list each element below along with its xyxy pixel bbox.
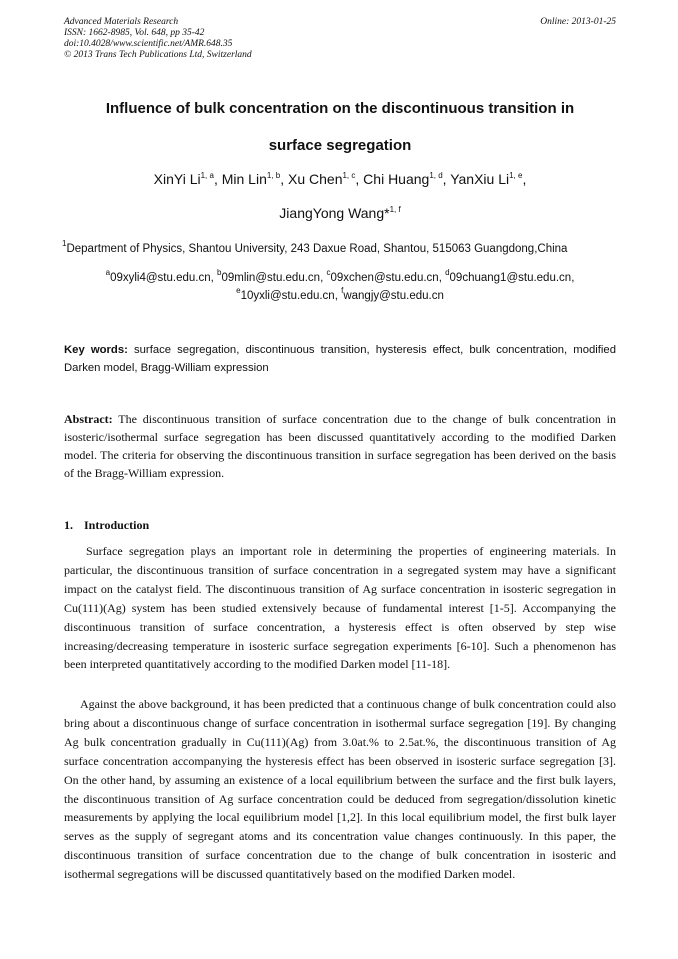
separator: ,	[334, 290, 342, 302]
email-address[interactable]: 10yxli@stu.edu.cn	[240, 290, 335, 302]
author-name: Min Lin	[221, 171, 267, 187]
doi[interactable]: doi:10.4028/www.scientific.net/AMR.648.35	[64, 39, 233, 49]
paper-title-line-1: Influence of bulk concentration on the discontinuous transition in	[105, 100, 575, 117]
affiliation-superscript: 1	[62, 239, 67, 248]
separator: ,	[210, 272, 217, 284]
email-address[interactable]: wangjy@stu.edu.cn	[343, 290, 444, 302]
separator: ,	[320, 272, 327, 284]
author-name: Chi Huang	[363, 171, 430, 187]
separator: ,	[213, 171, 222, 187]
journal-name: Advanced Materials Research	[64, 17, 179, 27]
body-paragraph: Against the above background, it has been predicted that a continuous change of bulk concentration could also bring about a discontinuous change of surface concentration in isothermal surface segregation [19]. By changing Ag bulk concentration gradually in Cu(111)(Ag) from 3.0at.% to 2.5at.%, the discontinuous transition of Ag surface concentration accompanying the hysteresis effect has been observed in isosteric surface segregation [3]. On the other hand, by assuming an existence of a local equilibrium between the surface and the first bulk layers, the discontinuous transition of Ag surface concentration could be deduced from segregation/dissolution kinetic measurements by applying the local equilibrium model [1,2]. In this local equilibrium model, the first bulk layer serves as the supply of segregant atoms and its concentration value changes continuously. In this paper, the discontinuous transition of surface concentration due to the change of bulk concentration in isosteric and isothermal segregations will be discussed quantitatively based on the modified Darken model.	[64, 697, 616, 882]
body-paragraph: Surface segregation plays an important role in determining the properties of engineering materials. In particular, the discontinuous transition of surface concentration in a segregated system may have a significant impact on the catalyst field. The discontinuous transition of Ag surface concentration in isosteric segregation in Cu(111)(Ag) system has been studied extensively because of fundamental interest [1-5]. Accompanying the discontinuous transition of surface concentration, a hysteresis effect is often observed by step wise increasing/decreasing temperature in isosteric surface segregation experiments [6-10]. Such a phenomenon has been interpreted quantitatively according to the modified Darken model [11-18].	[64, 544, 616, 672]
email-superscript: d	[445, 268, 450, 277]
email-address[interactable]: 09xyli4@stu.edu.cn	[110, 272, 211, 284]
copyright: © 2013 Trans Tech Publications Ltd, Switzerland	[64, 50, 252, 60]
section-heading	[64, 518, 149, 533]
separator: ,	[438, 272, 446, 284]
issn: ISSN: 1662-8985, Vol. 648, pp 35-42	[64, 28, 205, 38]
email-superscript: f	[341, 286, 344, 295]
separator: ,	[571, 272, 575, 284]
section-number: 1.	[64, 518, 73, 532]
author-name: YanXiu Li	[450, 171, 510, 187]
keywords-label: Key words:	[64, 344, 128, 356]
email-list	[60, 269, 620, 305]
abstract-text: The discontinuous transition of surface concentration due to the change of bulk concentration in isosteric/isothermal surface segregation has been discussed quantitatively according to the modified Darken model. The criteria for observing the discontinuous transition in surface segregation has been derived on the basis of the Bragg-William expression.	[64, 412, 616, 480]
author-name: Xu Chen	[288, 171, 343, 187]
separator: ,	[442, 171, 451, 187]
keywords	[64, 341, 616, 377]
author-name: JiangYong Wang*	[279, 205, 390, 221]
author-superscript: 1, f	[389, 205, 401, 214]
author-name: XinYi Li	[153, 171, 201, 187]
abstract	[64, 410, 616, 482]
affiliation	[62, 239, 622, 255]
author-list	[60, 171, 620, 187]
author-superscript: 1, c	[342, 171, 356, 180]
email-address[interactable]: 09xchen@stu.edu.cn	[330, 272, 439, 284]
email-superscript: e	[236, 286, 241, 295]
email-superscript: b	[217, 268, 222, 277]
author-superscript: 1, d	[429, 171, 443, 180]
author-superscript: 1, a	[200, 171, 214, 180]
separator: ,	[522, 171, 527, 187]
email-address[interactable]: 09mlin@stu.edu.cn	[221, 272, 321, 284]
author-list-line-2	[60, 205, 620, 221]
author-superscript: 1, e	[509, 171, 523, 180]
paper-title-line-2: surface segregation	[268, 137, 412, 154]
journal-header	[64, 17, 616, 61]
email-address[interactable]: 09chuang1@stu.edu.cn	[449, 272, 572, 284]
abstract-label: Abstract:	[64, 412, 113, 426]
author-superscript: 1, b	[266, 171, 281, 180]
online-date: Online: 2013-01-25	[540, 17, 616, 27]
section-title: Introduction	[84, 518, 150, 532]
separator: ,	[280, 171, 288, 187]
email-superscript: a	[105, 268, 111, 277]
separator: ,	[355, 171, 364, 187]
affiliation-text: Department of Physics, Shantou University, 243 Daxue Road, Shantou, 515063 Guangdong,China	[66, 243, 568, 255]
email-superscript: c	[326, 268, 331, 277]
keywords-text: surface segregation, discontinuous transition, hysteresis effect, bulk concentration, modified Darken model, Bragg-William expression	[64, 344, 616, 374]
